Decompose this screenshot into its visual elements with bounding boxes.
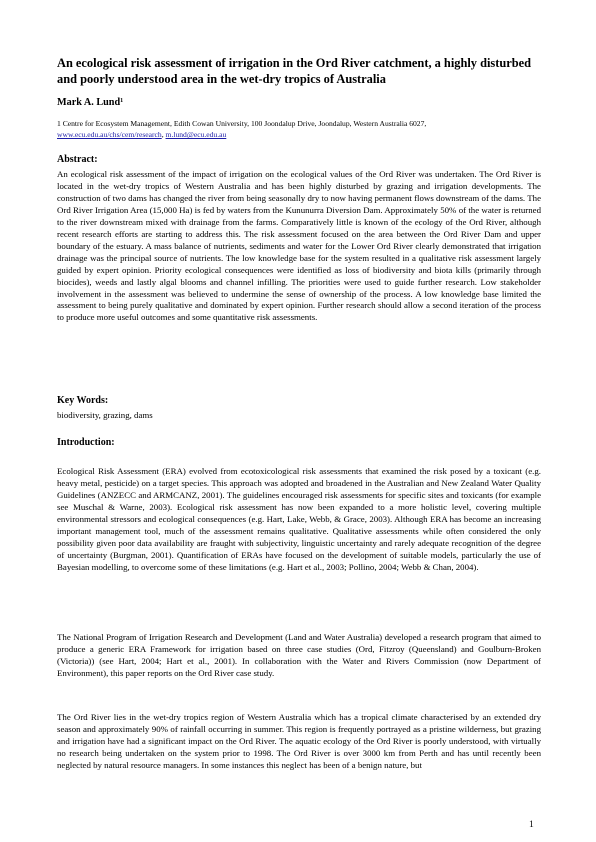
author-email-link[interactable]: m.lund@ecu.edu.au bbox=[165, 130, 227, 139]
affiliation bbox=[57, 118, 541, 140]
keywords-body: biodiversity, grazing, dams bbox=[57, 410, 153, 420]
introduction-paragraph: Ecological Risk Assessment (ERA) evolved from ecotoxicological risk assessments that examined the risk posed by a toxicant (e.g. heavy metal, pesticide) on a target species. This approach was adopted and broadened in the Australian and New Zealand Water Quality Guidelines (ANZECC and ARMCANZ, 2001). The guidelines encouraged risk assessments for specific sites and toxicants (for example see Muschal & Warne, 2003). Ecological risk assessment has now been expanded to a more holistic level, covering multiple environmental stressors and ecological consequences (e.g. Hart, Lake, Webb, & Grace, 2003). Although ERA has become an increasing important management tool, much of the assessment remains qualitative. Qualitative assessments while often considered the only possibility given poor data availability are fraught with subjectivity, linguistic uncertainty and rarely adequate recognition of the degree of uncertainty (Burgman, 2001). Quantification of ERAs have focused on the development of suitable models, particularly the use of Bayesian modelling, to overcome some of these limitations (e.g. Hart et al., 2003; Pollino, 2004; Webb & Chan, 2004). bbox=[57, 466, 541, 572]
abstract-heading: Abstract: bbox=[57, 154, 98, 165]
paper-title: An ecological risk assessment of irrigation in the Ord River catchment, a highly disturbed and poorly understood area in the wet-dry tropics of Australia bbox=[57, 56, 532, 86]
author-line bbox=[57, 96, 541, 109]
introduction-paragraph: The National Program of Irrigation Research and Development (Land and Water Australia) developed a research program that aimed to produce a generic ERA Framework for irrigation based on three case studies (Ord, Fitzroy (Queensland) and Goulburn-Broken (Victoria)) (see Hart, 2004; Hart et al., 2001). In collaboration with the Water and Rivers Commission (now Department of Environment), this paper reports on the Ord River case study. bbox=[57, 632, 541, 678]
page-number: 1 bbox=[529, 820, 534, 830]
link-separator: , bbox=[161, 130, 164, 139]
affiliation-address: 1 Centre for Ecosystem Management, Edith Cowan University, 100 Joondalup Drive, Joondalup, Western Australia 6027, bbox=[57, 119, 427, 128]
research-website-link[interactable]: www.ecu.edu.au/chs/cem/research bbox=[57, 130, 162, 139]
affiliation-links bbox=[57, 129, 541, 140]
abstract-body: An ecological risk assessment of the impact of irrigation on the ecological values of the Ord River was undertaken. The Ord River is located in the wet-dry tropics of Western Australia and has been highly disturbed by grazing and irrigation developments. The construction of two dams has changed the river from being seasonally dry to now having permanent flows downstream of the dams. The Ord River Irrigation Area (15,000 Ha) is fed by waters from the Kununurra Diversion Dam. Approximately 50% of the water is returned to the river downstream mixed with drainage from the farms. Comparatively little is known of the ecology of the Ord River, although recent research efforts are starting to address this. The risk assessment focused on the area between the Ord River Dam and upper boundary of the estuary. A mass balance of nutrients, sediments and water for the Lower Ord River clearly demonstrated that irrigation drainage was the principal source of nutrients. The low knowledge base for the system resulted in a qualitative risk assessment largely guided by expert opinion. Priority ecological consequences were identified as loss of biodiversity and biota kills (primarily through biocides), weeds and lastly algal blooms and channel infilling. The priorities were used to guide further research. Low stakeholder involvement in the assessment was believed to undermine the sense of ownership of the process. A low knowledge base limited the assessment to being purely qualitative and dominated by expert opinion. Further research should allow a second iteration of the process to produce more useful outcomes and some quantitative risk assessments. bbox=[57, 169, 541, 323]
author-affiliation-marker: 1 bbox=[120, 98, 124, 104]
keywords-heading: Key Words: bbox=[57, 395, 109, 406]
author-name: Mark A. Lund bbox=[57, 97, 121, 108]
introduction-heading: Introduction: bbox=[57, 437, 115, 448]
introduction-paragraph: The Ord River lies in the wet-dry tropics region of Western Australia which has a tropical climate characterised by an extended dry season and approximately 90% of rainfall occurring in summer. This region is frequently portrayed as a pristine wilderness, but grazing and irrigation have had a significant impact on the Ord River. The aquatic ecology of the Ord River is poorly understood, with virtually no research being undertaken on the system prior to 1998. The Ord River is over 3000 km from Perth and has until recently been neglected by natural resource managers. In some instances this neglect has been of a benign nature, but bbox=[57, 712, 541, 770]
